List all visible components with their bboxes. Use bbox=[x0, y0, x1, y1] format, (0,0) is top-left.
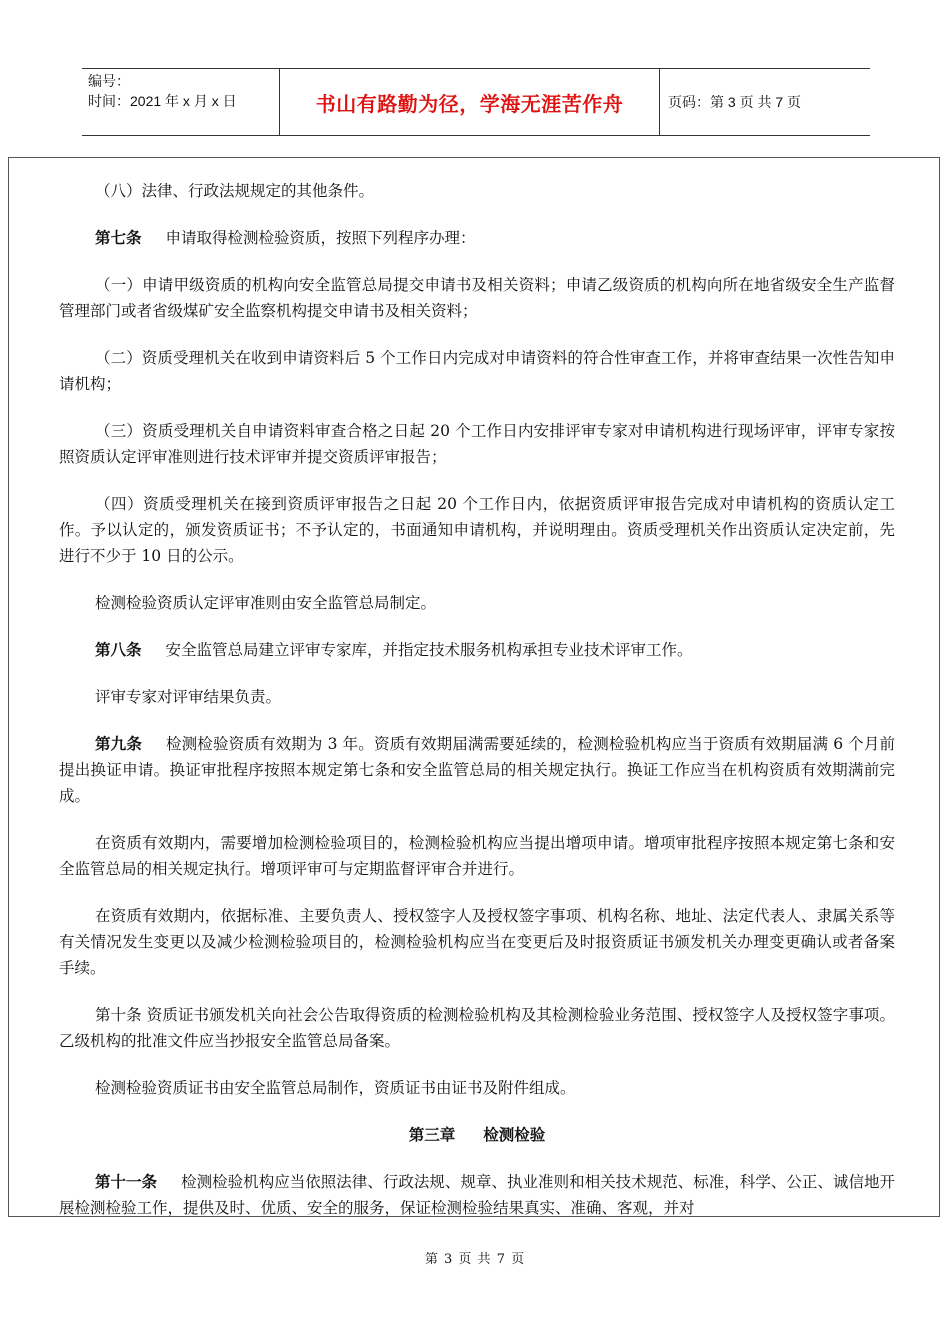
content-frame bbox=[8, 157, 940, 1217]
paragraph bbox=[59, 491, 895, 569]
paragraph bbox=[59, 1002, 895, 1054]
paragraph bbox=[59, 418, 895, 470]
chapter-heading bbox=[59, 1122, 895, 1148]
paragraph-text: 安全监管总局建立评审专家库，并指定技术服务机构承担专业技术评审工作。 bbox=[165, 641, 693, 659]
paragraph bbox=[59, 345, 895, 397]
time-label: 时间：2021 年 x 月 x 日 bbox=[88, 93, 237, 109]
article-number: 第十一条 bbox=[95, 1172, 158, 1191]
paragraph bbox=[59, 684, 895, 710]
paragraph bbox=[59, 590, 895, 616]
article-number: 第七条 bbox=[95, 228, 142, 247]
paragraph-text: （二）资质受理机关在收到申请资料后 5 个工作日内完成对申请资料的符合性审查工作，并将审查结果一次性告知申请机构； bbox=[59, 349, 895, 393]
paragraph bbox=[59, 731, 895, 809]
paragraph-text: 在资质有效期内，需要增加检测检验项目的，检测检验机构应当提出增项申请。增项审批程序按照本规定第七条和安全监管总局的相关规定执行。增项评审可与定期监督评审合并进行。 bbox=[59, 834, 895, 878]
chapter-number: 第三章 bbox=[408, 1125, 456, 1144]
paragraph bbox=[59, 637, 895, 663]
page-footer: 第 3 页 共 7 页 bbox=[424, 1252, 526, 1267]
paragraph-text: （四）资质受理机关在接到资质评审报告之日起 20 个工作日内，依据资质评审报告完成对申请机构的资质认定工作。予以认定的，颁发资质证书；不予认定的，书面通知申请机构，并说明理由。资质受理机关作出资质认定决定前，先进行不少于 10 日的公示。 bbox=[59, 495, 895, 565]
paragraph bbox=[59, 272, 895, 324]
paragraph-text: 检测检验资质有效期为 3 年。资质有效期届满需要延续的，检测检验机构应当于资质有效期届满 6 个月前提出换证申请。换证审批程序按照本规定第七条和安全监管总局的相关规定执行。换证工作应当在机构资质有效期满前完成。 bbox=[59, 735, 895, 805]
page-header bbox=[82, 68, 870, 136]
paragraph-text: （八）法律、行政法规规定的其他条件。 bbox=[95, 182, 375, 200]
number-label: 编号： bbox=[88, 73, 130, 89]
paragraph-text: 在资质有效期内，依据标准、主要负责人、授权签字人及授权签字事项、机构名称、地址、法定代表人、隶属关系等有关情况发生变更以及减少检测检验项目的，检测检验机构应当在变更后及时报资质证书颁发机关办理变更确认或者备案手续。 bbox=[59, 907, 895, 977]
document-body bbox=[59, 178, 895, 1217]
paragraph-text: （三）资质受理机关自申请资料审查合格之日起 20 个工作日内安排评审专家对申请机构进行现场评审，评审专家按照资质认定评审准则进行技术评审并提交资质评审报告； bbox=[59, 422, 895, 466]
paragraph-text: 申请取得检测检验资质，按照下列程序办理： bbox=[165, 229, 476, 247]
paragraph-text: 检测检验机构应当依照法律、行政法规、规章、执业准则和相关技术规范、标准，科学、公正、诚信地开展检测检验工作，提供及时、优质、安全的服务，保证检测检验结果真实、准确、客观，并对 bbox=[59, 1173, 895, 1217]
chapter-title: 检测检验 bbox=[483, 1125, 546, 1144]
article-number: 第九条 bbox=[95, 734, 142, 753]
article-number: 第八条 bbox=[95, 640, 142, 659]
paragraph bbox=[59, 225, 895, 251]
paragraph-text: 评审专家对评审结果负责。 bbox=[95, 688, 282, 706]
paragraph-text: 第十条 资质证书颁发机关向社会公告取得资质的检测检验机构及其检测检验业务范围、授权签字人及授权签字事项。乙级机构的批准文件应当抄报安全监管总局备案。 bbox=[59, 1006, 895, 1050]
paragraph-text: （一）申请甲级资质的机构向安全监管总局提交申请书及相关资料；申请乙级资质的机构向所在地省级安全生产监督管理部门或者省级煤矿安全监察机构提交申请书及相关资料； bbox=[59, 276, 895, 320]
paragraph bbox=[59, 1075, 895, 1101]
motto: 书山有路勤为径，学海无涯苦作舟 bbox=[280, 69, 660, 135]
paragraph bbox=[59, 830, 895, 882]
paragraph bbox=[59, 1169, 895, 1217]
header-meta-cell bbox=[82, 69, 280, 135]
page-label: 页码：第 3 页 共 7 页 bbox=[668, 94, 802, 110]
paragraph bbox=[59, 903, 895, 981]
paragraph-text: 检测检验资质证书由安全监管总局制作，资质证书由证书及附件组成。 bbox=[95, 1079, 576, 1097]
paragraph-text: 检测检验资质认定评审准则由安全监管总局制定。 bbox=[95, 594, 437, 612]
paragraph bbox=[59, 178, 895, 204]
